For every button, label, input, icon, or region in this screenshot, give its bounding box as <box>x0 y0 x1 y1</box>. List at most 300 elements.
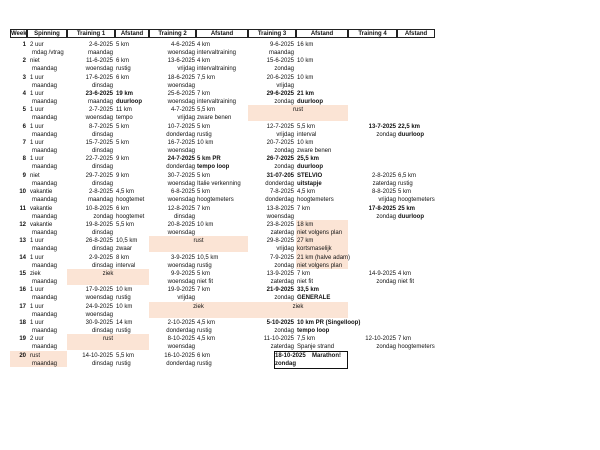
t3-distance[interactable]: 16 km <box>297 42 314 48</box>
t2-note[interactable] <box>197 229 247 237</box>
t3-note[interactable]: kortsmaselijk <box>297 246 332 253</box>
t2-distance[interactable]: 10,5 km <box>197 254 219 261</box>
spinning-hours[interactable]: 1 uur <box>30 287 44 294</box>
t1-day[interactable]: woensdag <box>85 115 113 122</box>
t2-date[interactable]: 20-8-2025 <box>167 221 195 228</box>
t4-day[interactable]: zondag <box>376 131 396 138</box>
spinning-day[interactable]: maandag <box>32 311 58 318</box>
t1-day[interactable]: woensdag <box>85 66 113 73</box>
t4-distance[interactable]: 25 km <box>398 205 416 212</box>
t2-note[interactable]: rustig <box>197 262 212 269</box>
spinning-hours[interactable]: 1 uur <box>30 91 44 98</box>
t4-distance[interactable]: 22,5 km <box>398 123 421 130</box>
t1-distance[interactable]: 8 km <box>116 254 130 261</box>
t4-date[interactable]: 13-7-2025 <box>368 123 396 130</box>
spinning-day[interactable]: maandag <box>32 327 58 334</box>
t2-distance[interactable]: 4,5 km <box>197 336 216 343</box>
header-afstand[interactable]: Afstand <box>296 29 348 38</box>
t3-date[interactable]: 7-8-2025 <box>269 189 294 196</box>
t1-day[interactable]: woensdag <box>85 311 113 318</box>
t3-day[interactable]: zondag <box>274 262 294 269</box>
t2-note[interactable]: intervaltraining <box>197 99 237 106</box>
t3-note[interactable]: uitstapje <box>297 180 322 187</box>
t3-day[interactable]: woensdag <box>266 213 294 220</box>
t2-date[interactable]: 13-6-2025 <box>167 58 195 65</box>
t1-status[interactable]: ziek <box>102 270 114 277</box>
spinning-hours[interactable]: 1 uur <box>30 123 44 130</box>
t3-status[interactable]: ziek <box>292 303 304 310</box>
t2-day[interactable]: donderdag <box>166 131 195 138</box>
t2-distance[interactable]: 7,5 km <box>197 74 216 81</box>
t1-date[interactable]: 22-7-2025 <box>85 156 113 163</box>
t1-note[interactable]: duurloop <box>116 99 142 106</box>
t3-note[interactable] <box>297 213 347 221</box>
header-training-4[interactable]: Training 4 <box>348 29 397 38</box>
t2-day[interactable]: donderdag <box>166 360 195 367</box>
t1-date[interactable]: 10-8-2025 <box>85 205 113 212</box>
week-number[interactable]: 9 <box>22 172 26 179</box>
t3-day[interactable]: zaterdag <box>270 278 294 285</box>
t2-distance[interactable]: 5 km <box>197 172 211 179</box>
t1-note[interactable]: rustig <box>116 360 131 367</box>
week-number[interactable]: 13 <box>19 238 26 245</box>
t3-date[interactable]: 7-9-2025 <box>269 254 294 261</box>
spinning-hours[interactable]: 1 uur <box>30 107 44 114</box>
spinning-hours[interactable]: vakantie <box>30 189 53 196</box>
t1-date[interactable]: 14-10-2025 <box>82 352 113 359</box>
t3-note[interactable]: niet volgens plan <box>297 262 343 269</box>
spinning-hours[interactable]: 2 uur <box>30 42 44 48</box>
week-number[interactable]: 12 <box>19 221 26 228</box>
t1-date[interactable]: 29-7-2025 <box>85 172 113 179</box>
t3-note[interactable]: interval <box>297 131 317 138</box>
t3-date[interactable]: 23-8-2025 <box>266 221 294 228</box>
t2-note[interactable]: rustig <box>197 327 212 334</box>
t3-day[interactable]: zondag <box>275 360 296 367</box>
t2-day[interactable]: woensdag <box>167 82 195 89</box>
spinning-day[interactable]: maandag <box>32 229 58 236</box>
t1-day[interactable]: dinsdag <box>91 229 113 236</box>
week-number[interactable]: 17 <box>19 303 26 310</box>
spinning-hours[interactable]: 1 uur <box>30 303 44 310</box>
t4-date[interactable]: 12-10-2025 <box>365 336 396 343</box>
t4-date[interactable]: 2-8-2025 <box>371 172 396 179</box>
t3-date[interactable]: 5-10-2025 <box>266 319 294 326</box>
header-spinning[interactable]: Spinning <box>27 29 67 38</box>
t2-day[interactable]: vrijdag <box>177 295 195 302</box>
t3-day[interactable]: donderdag <box>265 180 294 187</box>
t3-note[interactable] <box>297 65 347 73</box>
t3-note[interactable] <box>297 82 347 90</box>
t4-note[interactable]: niet fit <box>398 278 415 285</box>
header-afstand[interactable]: Afstand <box>115 29 149 38</box>
t4-date[interactable]: 17-8-2025 <box>368 205 396 212</box>
t1-day[interactable]: dinsdag <box>91 82 113 89</box>
t2-date[interactable]: 4-7-2025 <box>170 107 195 114</box>
t2-day[interactable]: woensdag <box>167 344 195 351</box>
week-number[interactable]: 10 <box>19 189 26 196</box>
t4-day[interactable]: zondag <box>376 278 396 285</box>
t2-date[interactable]: 8-10-2025 <box>167 336 195 343</box>
t3-note[interactable]: duurloop <box>297 99 323 106</box>
t4-day[interactable]: zondag <box>376 344 396 351</box>
t2-date[interactable]: 25-6-2025 <box>167 91 195 98</box>
t2-day[interactable]: vrijdag <box>177 115 195 122</box>
t1-date[interactable]: 17-9-2025 <box>85 287 113 294</box>
week-number[interactable]: 6 <box>22 123 26 130</box>
t1-note[interactable]: tempo <box>116 115 133 122</box>
t1-note[interactable]: zwaar <box>116 246 133 253</box>
t3-date[interactable]: 31-07-205 <box>266 172 294 179</box>
t1-date[interactable]: 2-8-2025 <box>88 189 113 196</box>
t3-day[interactable]: donderdag <box>265 197 294 204</box>
t1-date[interactable]: 19-8-2025 <box>85 221 113 228</box>
t1-date[interactable]: 24-9-2025 <box>85 303 113 310</box>
t3-note[interactable]: niet volgens plan <box>297 229 343 236</box>
t3-distance[interactable]: STELVIO <box>297 172 323 179</box>
t3-date[interactable]: 12-7-2025 <box>266 123 294 130</box>
t3-distance[interactable]: 5,5 km <box>297 123 316 130</box>
spinning-day[interactable]: maandag <box>32 213 58 220</box>
t3-distance[interactable]: 10 km <box>297 58 314 65</box>
t1-note[interactable]: hoogtemet <box>116 197 145 204</box>
t2-date[interactable]: 10-7-2025 <box>167 123 195 130</box>
t1-day[interactable]: dinsdag <box>91 360 113 367</box>
t4-distance[interactable]: 5 km <box>398 189 412 196</box>
t2-day[interactable]: woensdag <box>167 262 195 269</box>
t2-distance[interactable]: 10 km <box>197 221 214 228</box>
spinning-hours[interactable]: 2 uur <box>30 336 44 343</box>
t4-day[interactable]: zondag <box>376 213 396 220</box>
t3-day[interactable]: vrijdag <box>276 131 294 138</box>
header-training-2[interactable]: Training 2 <box>149 29 196 38</box>
t3-distance[interactable]: 27 km <box>297 238 314 245</box>
t2-status[interactable]: rust <box>193 238 204 245</box>
t1-note[interactable]: rustig <box>116 66 131 73</box>
spinning-hours[interactable]: niet <box>30 172 40 179</box>
t1-distance[interactable]: 4,5 km <box>116 189 135 196</box>
t1-distance[interactable]: 9 km <box>116 156 130 163</box>
week-number[interactable]: 3 <box>22 74 26 81</box>
t1-note[interactable] <box>116 49 148 57</box>
spinning-day[interactable]: maandag <box>32 148 58 155</box>
t1-date[interactable]: 15-7-2025 <box>85 140 113 147</box>
t1-date[interactable]: 2-6-2025 <box>88 42 113 48</box>
t1-note[interactable]: rustig <box>116 327 131 334</box>
t2-date[interactable]: 18-6-2025 <box>167 74 195 81</box>
t3-distance[interactable]: 7 km <box>297 270 311 277</box>
t3-day[interactable]: vrijdag <box>276 82 294 89</box>
t2-date[interactable]: 12-8-2025 <box>167 205 195 212</box>
spinning-hours[interactable]: vakantie <box>30 221 53 228</box>
t4-distance[interactable]: 6,5 km <box>398 172 417 179</box>
t3-date[interactable]: 11-10-2025 <box>263 336 294 343</box>
t1-day[interactable]: zondag <box>93 213 113 220</box>
t3-date[interactable]: 15-6-2025 <box>266 58 294 65</box>
spinning-day[interactable]: mdag /vtrag <box>32 50 64 56</box>
t1-note[interactable]: rustig <box>116 295 131 302</box>
t1-distance[interactable]: 6 km <box>116 58 130 65</box>
spinning-hours[interactable]: 1 uur <box>30 254 44 261</box>
t3-distance[interactable]: 10 km <box>297 74 314 81</box>
t1-date[interactable]: 11-6-2025 <box>86 58 113 65</box>
t1-date[interactable]: 30-9-2025 <box>85 319 113 326</box>
t2-date[interactable]: 3-9-2025 <box>170 254 195 261</box>
t2-day[interactable]: woensdag <box>167 50 195 56</box>
t3-note[interactable]: duurloop <box>297 164 323 171</box>
header-week[interactable]: Week <box>11 31 27 37</box>
t4-note[interactable]: hoogtemeters <box>398 197 435 204</box>
t1-distance[interactable]: 5 km <box>116 123 130 130</box>
spinning-day[interactable]: maandag <box>32 82 58 89</box>
t2-note[interactable]: rustig <box>197 360 212 367</box>
spinning-day[interactable]: maandag <box>32 295 58 302</box>
t2-date[interactable]: 4-6-2025 <box>170 42 195 48</box>
t3-day[interactable]: zaterdag <box>270 229 294 236</box>
t3-day[interactable]: zondag <box>274 295 294 302</box>
spinning-hours[interactable]: ziek <box>30 270 41 277</box>
t1-status[interactable]: rust <box>102 336 113 343</box>
t3-distance[interactable]: Marathon! <box>312 352 341 359</box>
t1-distance[interactable]: 10,5 km <box>116 238 138 245</box>
t1-distance[interactable]: 9 km <box>116 172 130 179</box>
t3-distance[interactable]: 18 km <box>297 221 314 228</box>
week-number[interactable]: 8 <box>22 156 26 163</box>
t3-note[interactable] <box>297 49 347 57</box>
t2-distance[interactable]: 4 km <box>197 42 211 48</box>
week-number[interactable]: 5 <box>22 107 26 114</box>
t1-distance[interactable]: 10 km <box>116 303 133 310</box>
t1-note[interactable] <box>116 180 148 188</box>
t3-date[interactable]: 18-10-2025 <box>275 352 306 359</box>
week-number[interactable]: 1 <box>22 42 26 48</box>
t4-distance[interactable]: 4 km <box>398 270 412 277</box>
t2-distance[interactable]: 4,5 km <box>197 319 216 326</box>
t2-day[interactable]: dinsdag <box>173 213 195 220</box>
week-number[interactable]: 19 <box>19 336 26 343</box>
spinning-hours[interactable]: vakantie <box>30 205 53 212</box>
t2-day[interactable]: donderdag <box>166 164 195 171</box>
t2-note[interactable] <box>197 147 247 155</box>
t2-note[interactable]: zware benen <box>197 115 232 122</box>
t2-date[interactable]: 9-9-2025 <box>170 270 195 277</box>
t1-day[interactable]: dinsdag <box>91 262 113 269</box>
t3-note[interactable]: Spanje strand <box>297 344 335 351</box>
spinning-day[interactable]: maandag <box>32 99 58 106</box>
week-number[interactable]: 14 <box>19 254 26 261</box>
t3-date[interactable]: 26-7-2025 <box>266 156 294 163</box>
t2-note[interactable]: Italie verkenning <box>197 180 241 187</box>
t4-day[interactable]: vrijdag <box>378 197 396 204</box>
t4-note[interactable]: duurloop <box>398 131 424 138</box>
t3-day[interactable]: zondag <box>274 148 294 155</box>
t3-date[interactable]: 20-6-2025 <box>266 74 294 81</box>
t1-day[interactable]: dinsdag <box>91 246 113 253</box>
spinning-day[interactable]: maandag <box>32 262 58 269</box>
t1-note[interactable]: interval <box>116 262 136 269</box>
t4-note[interactable]: duurloop <box>398 213 424 220</box>
t2-distance[interactable]: 4 km <box>197 58 211 65</box>
spinning-day[interactable]: maandag <box>32 278 58 285</box>
t2-date[interactable]: 2-10-2025 <box>167 319 195 326</box>
t1-note[interactable] <box>116 229 148 237</box>
t2-distance[interactable]: 7 km <box>197 91 211 98</box>
t3-day[interactable]: zondag <box>274 164 294 171</box>
t1-date[interactable]: 2-9-2025 <box>88 254 113 261</box>
t1-distance[interactable]: 19 km <box>116 91 134 98</box>
header-afstand[interactable]: Afstand <box>397 29 435 38</box>
t2-date[interactable]: 30-7-2025 <box>167 172 195 179</box>
spinning-hours[interactable]: 1 uur <box>30 74 44 81</box>
spinning-hours[interactable]: rust <box>30 352 41 359</box>
t3-day[interactable]: zondag <box>274 99 294 106</box>
t3-note[interactable]: zware benen <box>297 148 332 155</box>
t1-date[interactable]: 23-6-2025 <box>85 91 113 98</box>
t1-day[interactable]: maandag <box>87 197 113 204</box>
week-number[interactable]: 16 <box>19 287 26 294</box>
t2-note[interactable] <box>197 294 247 302</box>
t2-day[interactable]: woensdag <box>167 229 195 236</box>
t1-day[interactable]: woensdag <box>85 295 113 302</box>
t3-distance[interactable]: 7 km <box>297 205 311 212</box>
t3-distance[interactable]: 21 km <box>297 91 315 98</box>
t3-distance[interactable]: 10 km <box>297 140 314 147</box>
t2-date[interactable]: 19-9-2025 <box>167 287 195 294</box>
t2-date[interactable]: 16-10-2025 <box>164 352 195 359</box>
t2-distance[interactable]: 5,5 km <box>197 107 216 114</box>
t2-status[interactable]: ziek <box>193 303 204 310</box>
t2-note[interactable]: tempo loop <box>197 164 230 171</box>
t1-distance[interactable]: 5,5 km <box>116 352 135 359</box>
t3-distance[interactable]: 25,5 km <box>297 156 320 163</box>
t2-date[interactable]: 16-7-2025 <box>167 140 195 147</box>
t2-note[interactable] <box>197 343 247 351</box>
t2-day[interactable]: woensdag <box>167 99 195 106</box>
t4-distance[interactable]: 7 km <box>398 336 412 343</box>
t1-day[interactable]: dinsdag <box>91 327 113 334</box>
week-number[interactable]: 15 <box>19 270 26 277</box>
t2-note[interactable]: niet fit <box>197 278 214 285</box>
t2-note[interactable]: intervaltraining <box>197 50 237 56</box>
t1-day[interactable]: dinsdag <box>91 164 113 171</box>
t1-distance[interactable]: 5 km <box>116 140 130 147</box>
spinning-day[interactable]: maandag <box>32 131 58 138</box>
t3-date[interactable]: 13-8-2025 <box>266 205 294 212</box>
t1-note[interactable] <box>116 131 148 139</box>
t3-distance[interactable]: 7,5 km <box>297 336 316 343</box>
week-number[interactable]: 2 <box>22 58 26 65</box>
t2-day[interactable]: donderdag <box>166 327 195 334</box>
t3-date[interactable]: 13-9-2025 <box>266 270 294 277</box>
t4-date[interactable]: 8-8-2025 <box>371 189 396 196</box>
t2-date[interactable]: 6-8-2025 <box>170 189 195 196</box>
t2-note[interactable]: intervaltraining <box>197 66 237 73</box>
t2-distance[interactable]: 7 km <box>197 205 211 212</box>
t3-day[interactable]: maandag <box>268 50 294 56</box>
spinning-day[interactable]: maandag <box>32 197 58 204</box>
t2-distance[interactable]: 10 km <box>197 140 214 147</box>
spinning-day[interactable]: maandag <box>32 360 58 367</box>
spinning-day[interactable]: maandag <box>32 246 58 253</box>
spinning-hours[interactable]: 1 uur <box>30 319 44 326</box>
t2-day[interactable]: woensdag <box>167 197 195 204</box>
t1-note[interactable] <box>116 163 148 171</box>
t1-distance[interactable]: 14 km <box>116 319 133 326</box>
spinning-day[interactable]: maandag <box>32 115 58 122</box>
t3-distance[interactable]: 4,5 km <box>297 189 316 196</box>
week-number[interactable]: 11 <box>19 205 26 212</box>
t1-date[interactable]: 17-6-2025 <box>85 74 113 81</box>
t1-distance[interactable]: 6 km <box>116 205 130 212</box>
t1-date[interactable]: 2-7-2025 <box>88 107 113 114</box>
t3-day[interactable]: zaterdag <box>270 344 294 351</box>
t1-note[interactable]: hoogtemet <box>116 213 145 220</box>
t2-note[interactable]: rustig <box>197 131 212 138</box>
t2-distance[interactable]: 7 km <box>197 287 211 294</box>
t1-day[interactable]: maandag <box>87 50 113 56</box>
t3-date[interactable]: 9-6-2025 <box>269 42 294 48</box>
t3-distance[interactable]: 33,5 km <box>297 287 320 294</box>
t1-note[interactable] <box>116 147 148 155</box>
t1-distance[interactable]: 5,5 km <box>116 221 135 228</box>
t2-distance[interactable]: 5 km <box>197 189 211 196</box>
t3-day[interactable]: vrijdag <box>276 246 294 253</box>
t3-distance[interactable]: 21 km (halve adam) <box>297 254 351 261</box>
t2-day[interactable]: woensdag <box>167 148 195 155</box>
t1-day[interactable]: dinsdag <box>91 148 113 155</box>
t2-date[interactable]: 24-7-2025 <box>167 156 195 163</box>
t1-day[interactable]: dinsdag <box>91 180 113 187</box>
t3-day[interactable]: zondag <box>274 66 294 73</box>
t3-day[interactable]: zondag <box>274 327 294 334</box>
t3-date[interactable]: 29-8-2025 <box>266 238 294 245</box>
t2-note[interactable]: hoogtemeters <box>197 197 234 204</box>
t3-note[interactable]: GENERALE <box>297 295 331 302</box>
spinning-hours[interactable]: 1 uur <box>30 140 44 147</box>
t2-distance[interactable]: 6 km <box>197 352 211 359</box>
t3-date[interactable]: 21-9-2025 <box>266 287 294 294</box>
header-training-1[interactable]: Training 1 <box>67 29 115 38</box>
t1-note[interactable] <box>116 311 148 319</box>
t4-day[interactable]: zaterdag <box>372 180 396 187</box>
week-number[interactable]: 20 <box>19 352 26 359</box>
t2-day[interactable]: woensdag <box>167 180 195 187</box>
t2-note[interactable] <box>197 213 247 221</box>
header-training-3[interactable]: Training 3 <box>248 29 296 38</box>
spinning-hours[interactable]: 1 uur <box>30 156 44 163</box>
spinning-hours[interactable]: 1 uur <box>30 238 44 245</box>
t1-date[interactable]: 26-8-2025 <box>85 238 113 245</box>
t2-day[interactable]: vrijdag <box>177 66 195 73</box>
t1-date[interactable]: 8-7-2025 <box>88 123 113 130</box>
week-number[interactable]: 4 <box>22 91 26 98</box>
t4-date[interactable]: 14-9-2025 <box>368 270 396 277</box>
t3-status[interactable]: rust <box>292 107 303 114</box>
t4-note[interactable]: rustig <box>398 180 413 187</box>
t1-day[interactable]: maandag <box>87 99 113 106</box>
t1-note[interactable] <box>116 82 148 90</box>
week-number[interactable]: 7 <box>22 140 26 147</box>
week-number[interactable]: 18 <box>19 319 26 326</box>
t1-distance[interactable]: 5 km <box>116 42 130 48</box>
t4-note[interactable]: hoogtemeters <box>398 344 435 351</box>
t3-note[interactable]: tempo loop <box>297 327 330 334</box>
spinning-day[interactable]: maandag <box>32 164 58 171</box>
t3-note[interactable]: hoogtemeters <box>297 197 334 204</box>
t1-distance[interactable]: 6 km <box>116 74 130 81</box>
spinning-hours[interactable]: niet <box>30 58 40 65</box>
header-afstand[interactable]: Afstand <box>196 29 248 38</box>
